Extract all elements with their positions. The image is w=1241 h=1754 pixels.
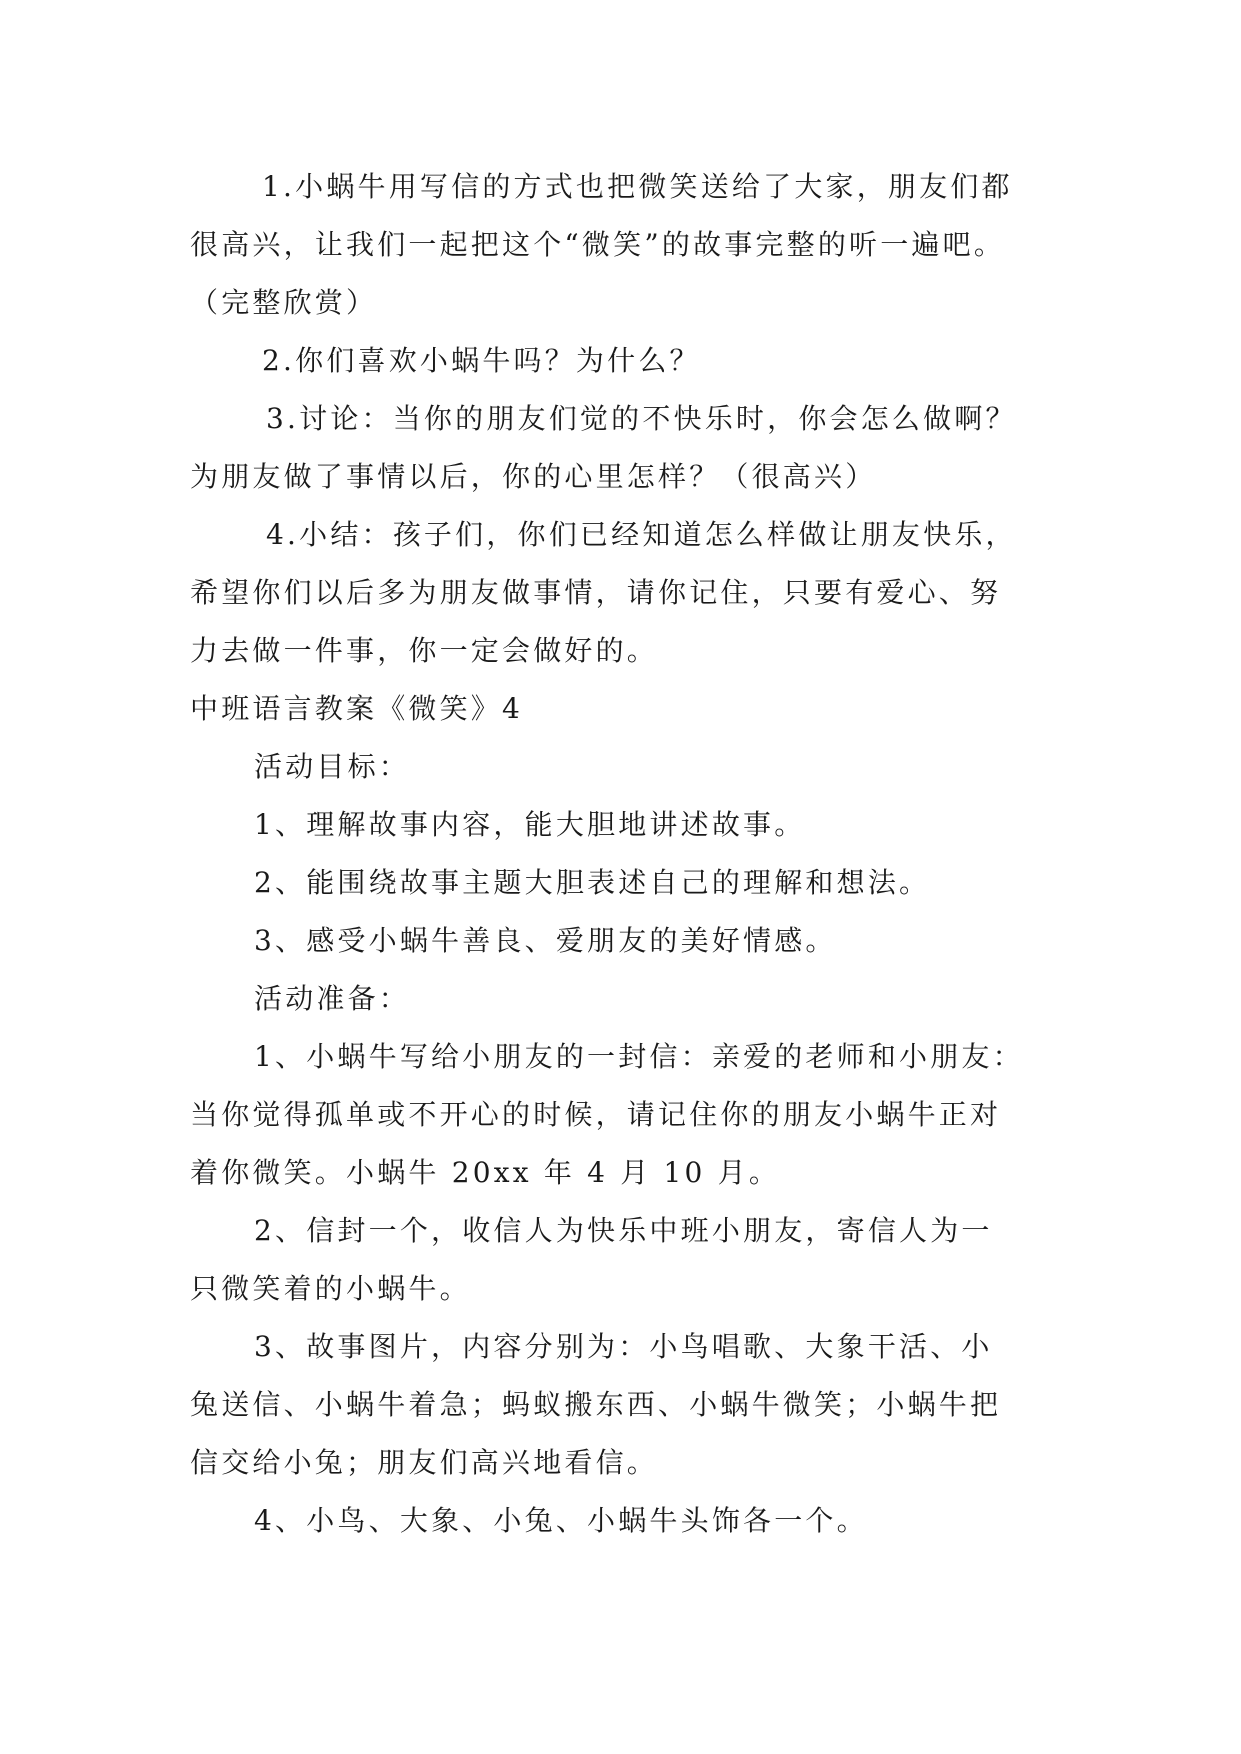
prep-item-2-line-2: 只微笑着的小蜗牛。 — [190, 1272, 471, 1305]
prep-item-1-line-3: 着你微笑。小蜗牛 20xx 年 4 月 10 月。 — [190, 1156, 781, 1189]
paragraph-1 — [190, 158, 1052, 332]
paragraph-3 — [190, 390, 1052, 506]
prep-item-2 — [190, 1202, 1052, 1318]
prep-item-3-line-1: 3、故事图片，内容分别为：小鸟唱歌、大象干活、小 — [254, 1330, 993, 1363]
prep-item-3 — [190, 1318, 1052, 1492]
prep-label — [190, 970, 1052, 1028]
goal-item-3: 3、感受小蜗牛善良、爱朋友的美好情感。 — [254, 924, 837, 957]
prep-item-4 — [190, 1492, 1052, 1550]
paragraph-3-line-1: 3.讨论：当你的朋友们觉的不快乐时，你会怎么做啊？ — [266, 402, 1017, 435]
document-body — [190, 158, 1052, 1550]
prep-label-text: 活动准备： — [254, 982, 411, 1015]
paragraph-1-line-1: 1.小蜗牛用写信的方式也把微笑送给了大家，朋友们都 — [262, 170, 1013, 203]
goals-label-text: 活动目标： — [254, 750, 411, 783]
prep-item-3-line-2: 兔送信、小蜗牛着急；蚂蚁搬东西、小蜗牛微笑；小蜗牛把 — [190, 1388, 1002, 1421]
goal-item — [190, 854, 1052, 912]
prep-item-1-line-1: 1、小蜗牛写给小朋友的一封信：亲爱的老师和小朋友： — [254, 1040, 1024, 1073]
goal-item-2: 2、能围绕故事主题大胆表述自己的理解和想法。 — [254, 866, 931, 899]
paragraph-4-line-3: 力去做一件事，你一定会做好的。 — [190, 634, 659, 667]
prep-item-4-line-1: 4、小鸟、大象、小兔、小蜗牛头饰各一个。 — [254, 1504, 868, 1537]
paragraph-4 — [190, 506, 1052, 680]
goal-item — [190, 796, 1052, 854]
paragraph-4-line-2: 希望你们以后多为朋友做事情，请你记住，只要有爱心、努 — [190, 576, 1002, 609]
section-heading — [190, 680, 1052, 738]
paragraph-4-line-1: 4.小结：孩子们，你们已经知道怎么样做让朋友快乐， — [266, 518, 1017, 551]
section-heading-text: 中班语言教案《微笑》4 — [190, 692, 524, 725]
prep-item-1-line-2: 当你觉得孤单或不开心的时候，请记住你的朋友小蜗牛正对 — [190, 1098, 1002, 1131]
paragraph-3-line-2: 为朋友做了事情以后，你的心里怎样？（很高兴） — [190, 460, 877, 493]
paragraph-1-line-2: 很高兴，让我们一起把这个“微笑”的故事完整的听一遍吧。 — [190, 228, 1006, 261]
paragraph-1-line-3: （完整欣赏） — [190, 286, 378, 319]
goal-item — [190, 912, 1052, 970]
goals-label — [190, 738, 1052, 796]
prep-item-3-line-3: 信交给小兔；朋友们高兴地看信。 — [190, 1446, 659, 1479]
prep-item-1 — [190, 1028, 1052, 1202]
paragraph-2-line-1: 2.你们喜欢小蜗牛吗？为什么？ — [262, 344, 701, 377]
prep-item-2-line-1: 2、信封一个，收信人为快乐中班小朋友，寄信人为一 — [254, 1214, 993, 1247]
goal-item-1: 1、理解故事内容，能大胆地讲述故事。 — [254, 808, 806, 841]
paragraph-2 — [190, 332, 1052, 390]
